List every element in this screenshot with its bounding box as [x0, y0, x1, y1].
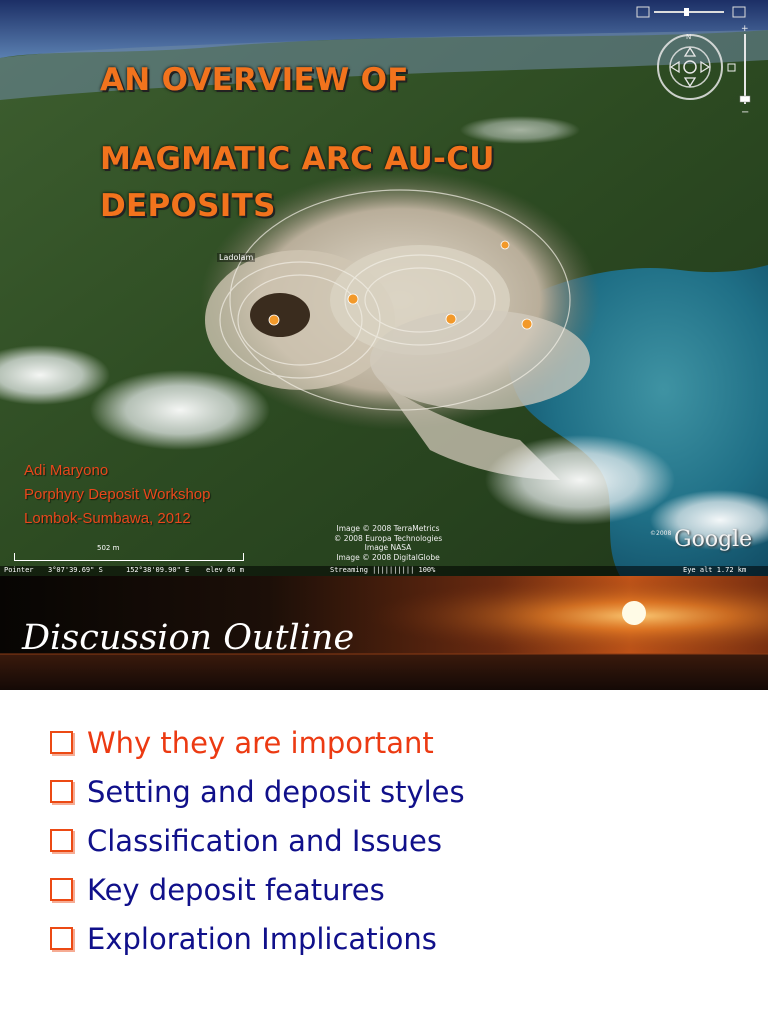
checkbox-icon [50, 829, 73, 852]
credit-line: © 2008 Europa Technologies [333, 533, 443, 543]
outline-item-label: Why they are important [87, 725, 434, 760]
event-location-year: Lombok-Sumbawa, 2012 [24, 510, 191, 527]
zoom-slider-icon[interactable] [738, 22, 752, 118]
event-name: Porphyry Deposit Workshop [24, 486, 211, 503]
outline-item [50, 718, 750, 767]
checkbox-icon [50, 878, 73, 901]
longitude-readout: 152°38'09.90" E [126, 566, 190, 574]
latitude-readout: 3°07'39.69" S [48, 566, 103, 574]
outline-item [50, 865, 750, 914]
outline-item [50, 816, 750, 865]
pointer-label: Pointer [4, 566, 34, 574]
google-logo: Google [674, 527, 753, 552]
outline-item-label: Classification and Issues [87, 823, 442, 858]
scale-bar [14, 553, 244, 561]
view-toolbar[interactable] [636, 6, 746, 18]
elevation-readout: elev 66 m [206, 566, 244, 574]
svg-text:+: + [741, 24, 749, 34]
compass-icon[interactable] [644, 32, 736, 102]
title-line-3: DEPOSITS [100, 188, 276, 224]
credit-line: Image NASA [364, 543, 412, 552]
outline-title: Discussion Outline [22, 618, 355, 658]
title-line-2: MAGMATIC ARC AU-CU [100, 141, 495, 177]
sunset-banner [0, 576, 768, 690]
streaming-readout: Streaming |||||||||| 100% [330, 566, 436, 574]
credit-line: Image © 2008 DigitalGlobe [336, 552, 440, 562]
svg-text:−: − [741, 107, 750, 118]
outline-item-label: Setting and deposit styles [87, 774, 465, 809]
logo-year: ©2008 [650, 530, 672, 537]
outline-slide [0, 576, 768, 1024]
credit-line: Image © 2008 TerraMetrics [336, 524, 440, 533]
outline-item [50, 914, 750, 963]
imagery-credits [318, 524, 458, 562]
outline-item [50, 767, 750, 816]
map-location-label: Ladolam [219, 253, 254, 262]
outline-list [50, 718, 750, 963]
status-bar [0, 566, 768, 576]
svg-text:N: N [686, 33, 692, 41]
checkbox-icon [50, 927, 73, 950]
outline-item-label: Key deposit features [87, 872, 385, 907]
outline-item-label: Exploration Implications [87, 921, 437, 956]
author-name: Adi Maryono [24, 462, 109, 479]
title-line-1: AN OVERVIEW OF [100, 62, 409, 98]
checkbox-icon [50, 780, 73, 803]
checkbox-icon [50, 731, 73, 754]
eye-altitude-readout: Eye alt 1.72 km [683, 566, 747, 574]
scale-label: 502 m [97, 544, 120, 552]
